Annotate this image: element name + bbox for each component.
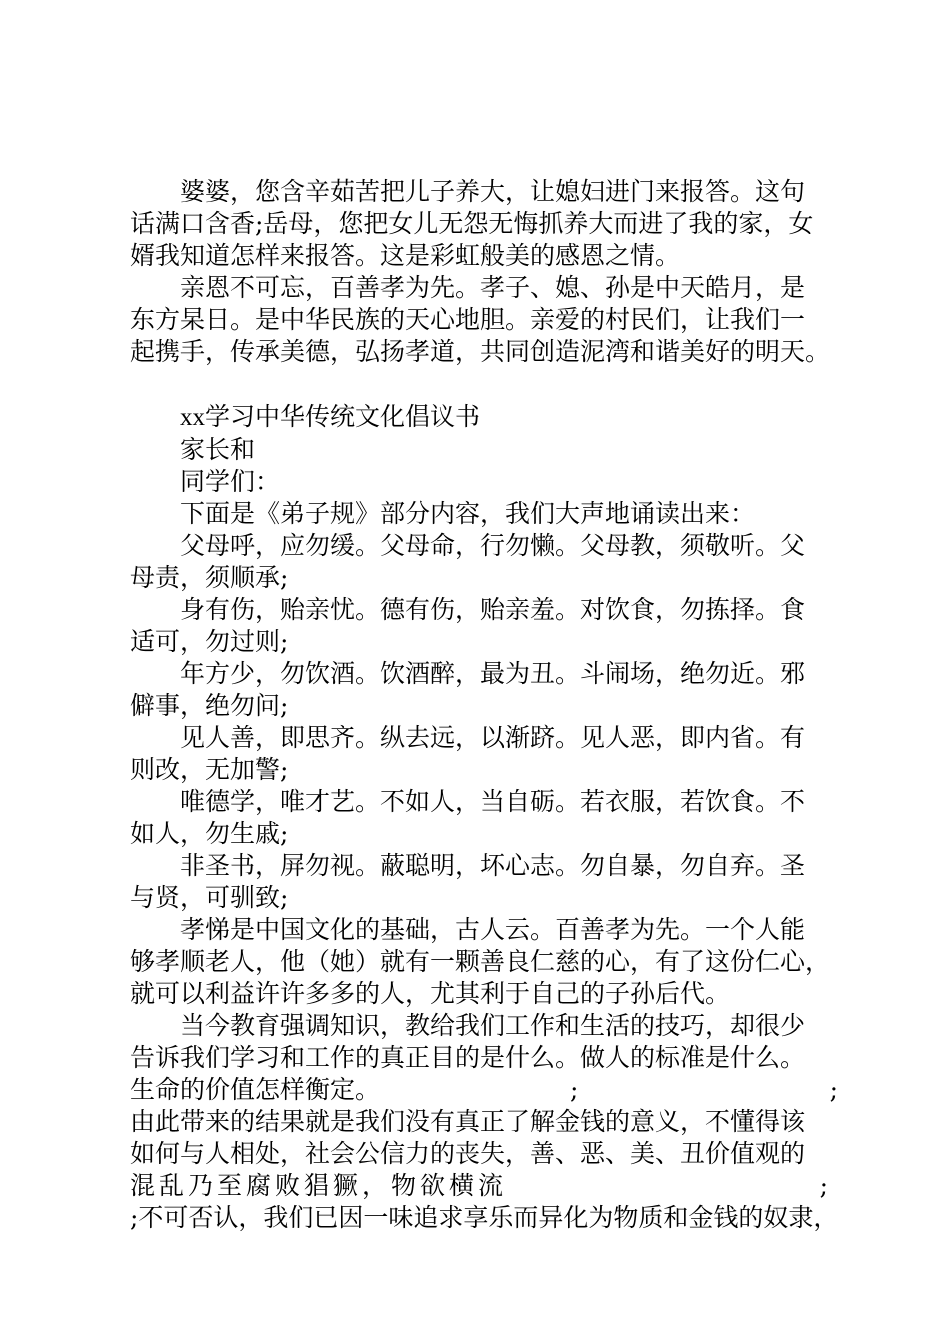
verse-line: 如人，勿生戚; <box>130 819 289 848</box>
text-line: 东方杲日。是中华民族的天心地胆。亲爱的村民们，让我们一 <box>130 305 806 334</box>
text-line: 当今教育强调知识，教给我们工作和生活的技巧，却很少 <box>180 1011 806 1040</box>
text-line: 孝悌是中国文化的基础，古人云。百善孝为先。一个人能 <box>180 915 806 944</box>
document-title: xx学习中华传统文化倡议书 <box>180 404 481 431</box>
text-segment: ; <box>829 1075 838 1104</box>
text-line: 告诉我们学习和工作的真正目的是什么。做人的标准是什么。 <box>130 1043 806 1072</box>
text-segment: ; <box>570 1075 579 1104</box>
verse-line: 与贤，可驯致; <box>130 883 289 912</box>
verse-line: 母责，须顺承; <box>130 563 289 592</box>
verse-line: 则改，无加警; <box>130 755 289 784</box>
text-line: 够孝顺老人，他（她）就有一颗善良仁慈的心，有了这份仁心， <box>130 947 831 976</box>
text-line: 起携手，传承美德，弘扬孝道，共同创造泥湾和谐美好的明天。 <box>130 337 831 366</box>
verse-line: 适可，勿过则; <box>130 627 289 656</box>
paragraph-gap <box>130 368 838 402</box>
salutation-line: 家长和 <box>180 435 256 464</box>
text-line: 婿我知道怎样来报答。这是彩虹般美的感恩之情。 <box>130 241 681 270</box>
verse-line: 僻事，绝勿问; <box>130 691 289 720</box>
verse-line: 唯德学，唯才艺。不如人，当自砺。若衣服，若饮食。不 <box>180 787 806 816</box>
text-line: 由此带来的结果就是我们没有真正了解金钱的意义，不懂得该 <box>130 1107 806 1136</box>
verse-line: 非圣书，屏勿视。蔽聪明，坏心志。勿自暴，勿自弃。圣 <box>180 851 806 880</box>
text-line <box>130 1074 838 1106</box>
intro-line: 下面是《弟子规》部分内容，我们大声地诵读出来： <box>180 499 756 528</box>
text-segment: 生命的价值怎样衡定。 <box>130 1075 381 1104</box>
text-segment: 混乱乃至腐败猖獗，物欲横流 <box>130 1171 508 1200</box>
text-line: ;不可否认，我们已因一味追求享乐而异化为物质和金钱的奴隶， <box>130 1203 839 1232</box>
salutation-line: 同学们： <box>180 467 281 496</box>
text-line: 婆婆，您含辛茹苦把儿子养大，让媳妇进门来报答。这句 <box>180 177 806 206</box>
text-line: 话满口含香;岳母，您把女儿无怨无悔抓养大而进了我的家，女 <box>130 209 814 238</box>
verse-line: 见人善，即思齐。纵去远，以渐跻。见人恶，即内省。有 <box>180 723 806 752</box>
verse-line: 身有伤，贻亲忧。德有伤，贻亲羞。对饮食，勿拣择。食 <box>180 595 806 624</box>
verse-line: 父母呼，应勿缓。父母命，行勿懒。父母教，须敬听。父 <box>180 531 806 560</box>
text-segment: ; <box>819 1171 828 1200</box>
document-page <box>130 176 838 1234</box>
text-line <box>130 1170 838 1202</box>
text-line: 就可以利益许许多多的人，尤其利于自己的子孙后代。 <box>130 979 731 1008</box>
verse-line: 年方少，勿饮酒。饮酒醉，最为丑。斗闹场，绝勿近。邪 <box>180 659 806 688</box>
text-line: 亲恩不可忘，百善孝为先。孝子、媳、孙是中天皓月，是 <box>180 273 806 302</box>
text-line: 如何与人相处，社会公信力的丧失，善、恶、美、丑价值观的 <box>130 1139 806 1168</box>
